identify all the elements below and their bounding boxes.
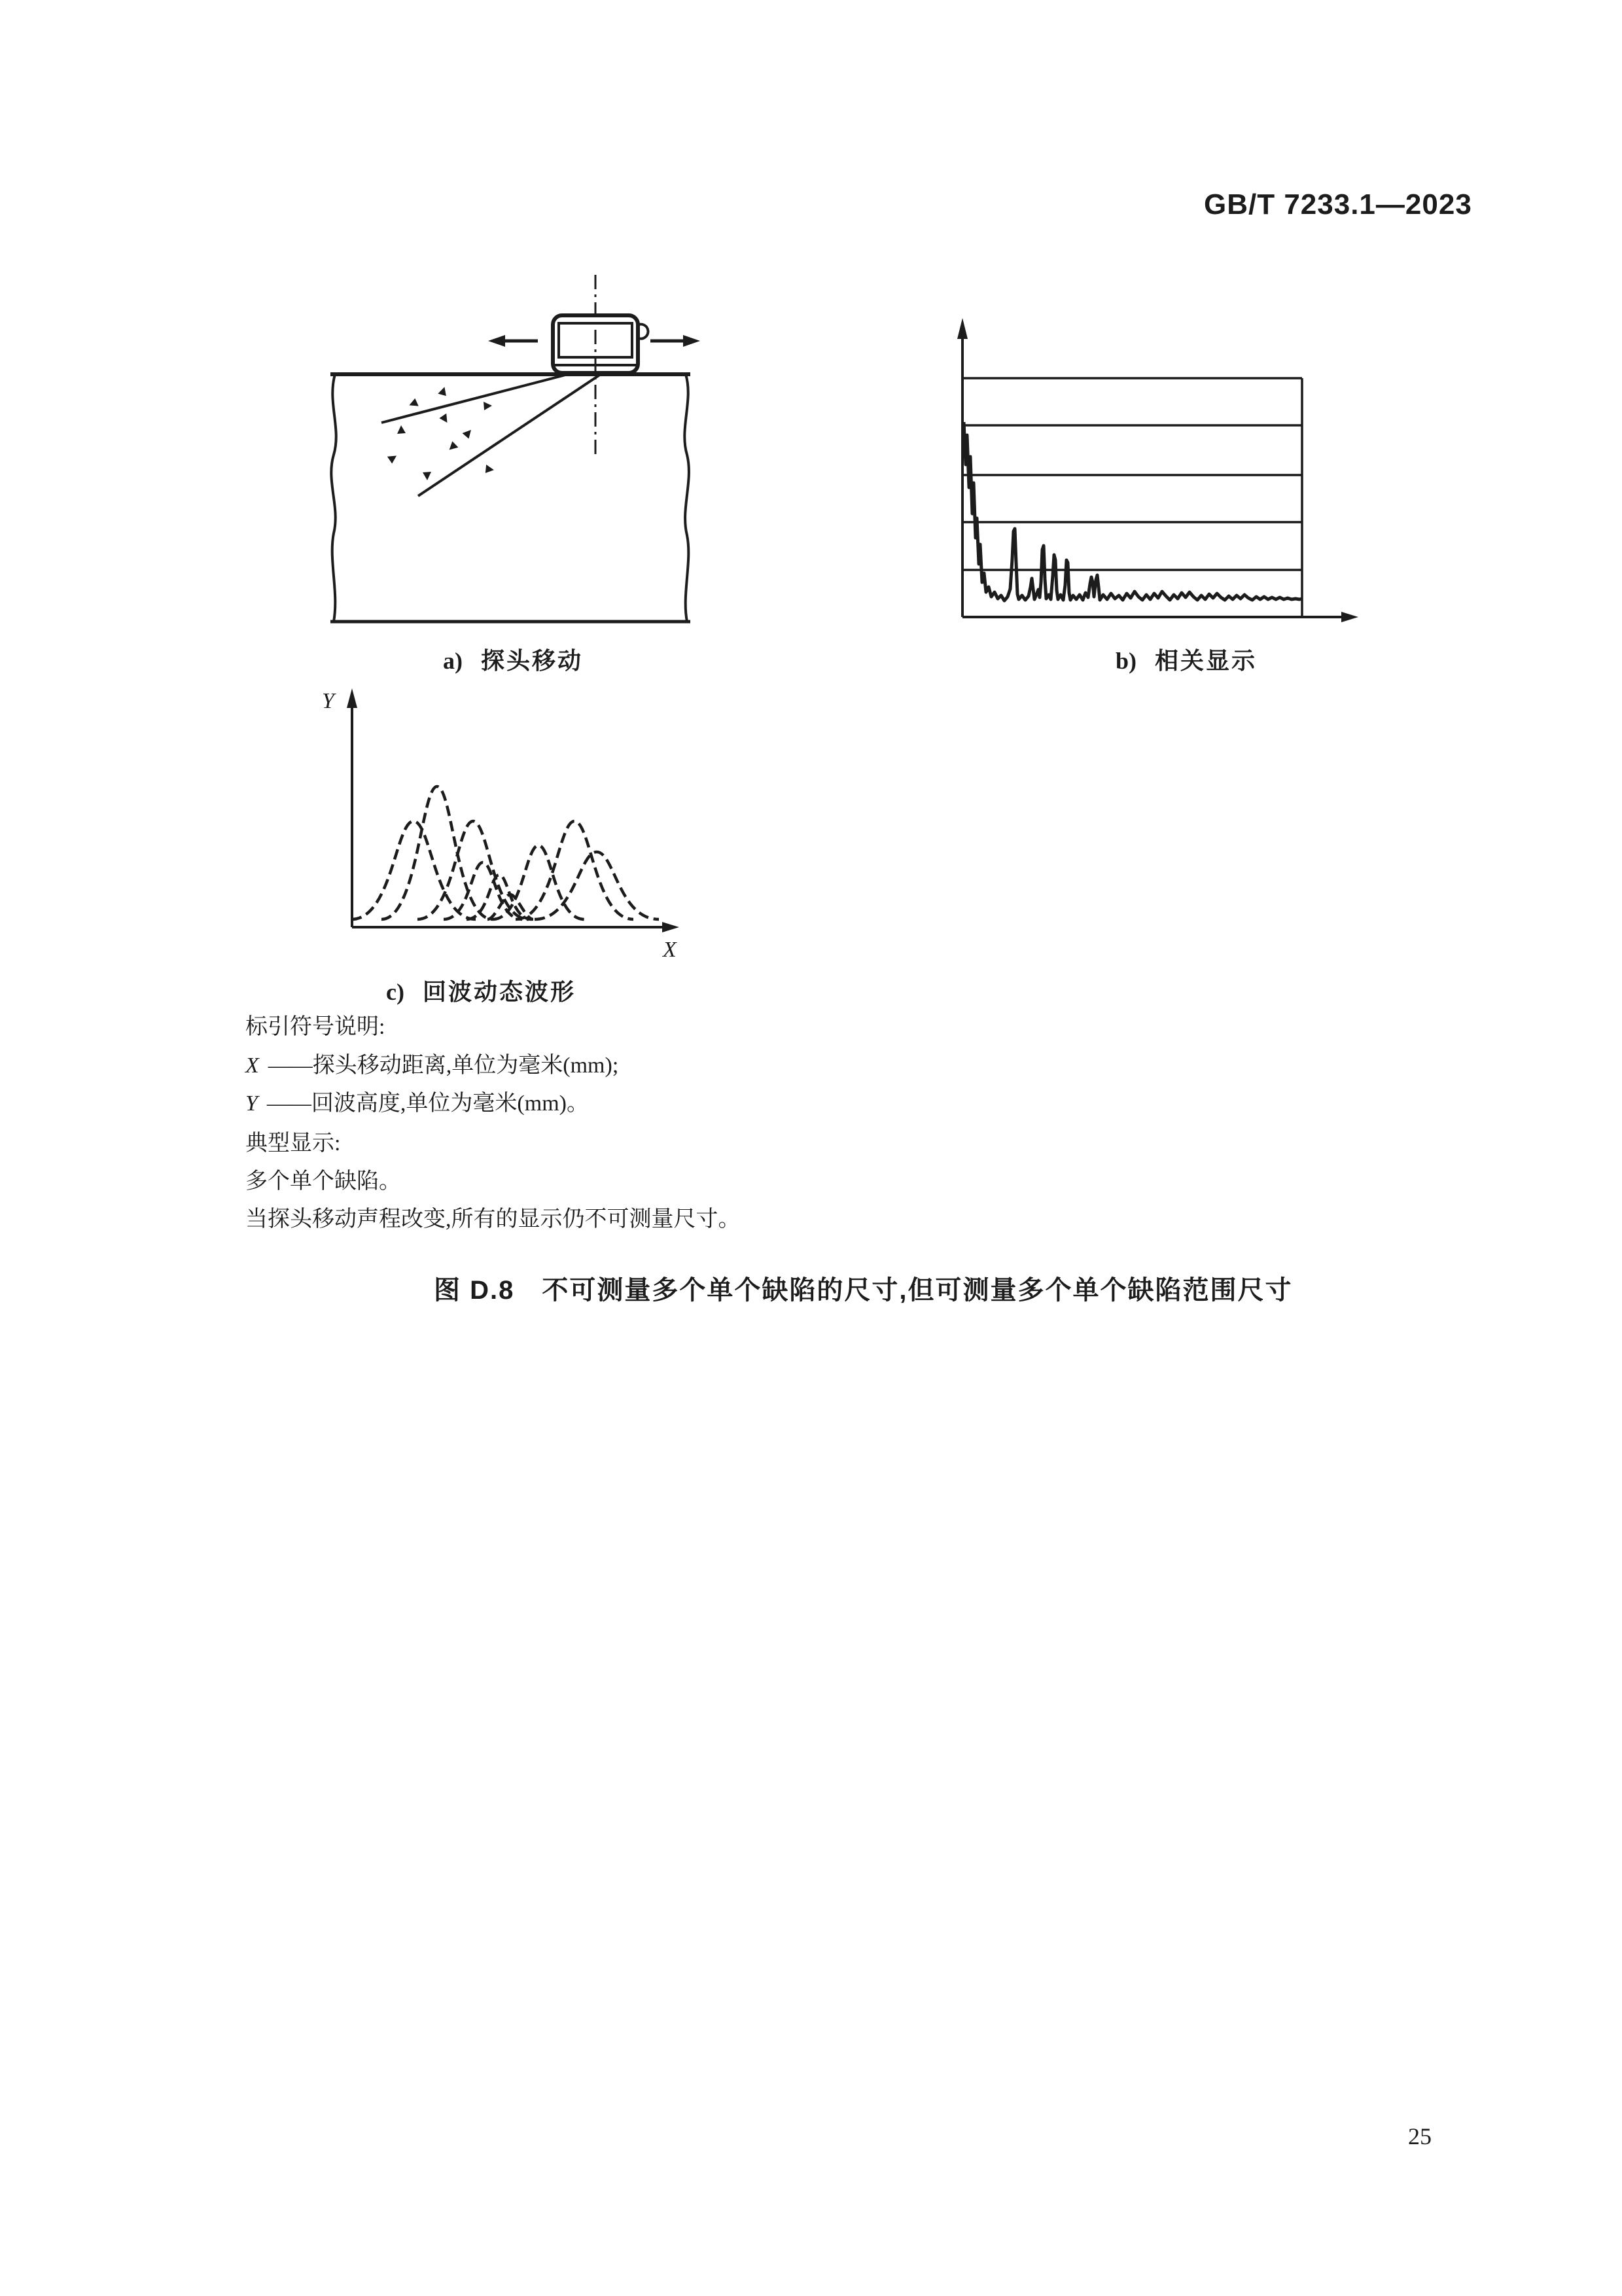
display-x-axis (962, 612, 1358, 622)
figure-a-probe-movement-diagram (294, 262, 726, 694)
typical-display-line-2: 当探头移动声程改变,所有的显示仍不可测量尺寸。 (245, 1207, 741, 1231)
caption-figure-b (1116, 643, 1257, 676)
legend-item-x-symbol: X (245, 1053, 259, 1078)
probe-move-left-arrow (488, 335, 538, 347)
display-graticule (962, 378, 1302, 617)
legend-item-y (245, 1089, 589, 1118)
probe-move-right-arrow (650, 335, 700, 347)
echo-envelope-curves (351, 786, 659, 919)
legend-title: 标引符号说明: (245, 1015, 385, 1039)
figure-d8-caption: 图 D.8 不可测量多个单个缺陷的尺寸,但可测量多个单个缺陷范围尺寸 (434, 1276, 1293, 1305)
typical-display-title: 典型显示: (245, 1131, 341, 1156)
waveform-x-axis (352, 922, 679, 932)
caption-a-prefix: a) (443, 648, 463, 674)
caption-c-prefix: c) (386, 979, 404, 1005)
block-right-wavy-edge (684, 374, 689, 622)
legend-item-y-text: ——回波高度,单位为毫米(mm)。 (266, 1091, 589, 1116)
defect-markers (387, 385, 495, 480)
caption-figure-c (386, 974, 576, 1007)
figure-c-echo-dynamic-waveform-diagram (314, 680, 720, 962)
block-left-wavy-edge (331, 374, 336, 622)
legend-item-x (245, 1051, 618, 1080)
typical-display-line-1: 多个单个缺陷。 (245, 1169, 401, 1193)
standard-number-header: GB/T 7233.1—2023 (1204, 188, 1472, 221)
caption-b-label: 相关显示 (1155, 647, 1258, 674)
figure-b-related-display-diagram (936, 301, 1381, 654)
caption-figure-a (443, 643, 583, 676)
waveform-y-axis-label: Y (322, 689, 334, 713)
waveform-y-axis (347, 688, 357, 927)
caption-a-label: 探头移动 (481, 647, 584, 674)
caption-b-prefix: b) (1116, 648, 1137, 674)
echo-signal-trace (964, 422, 1302, 601)
legend-item-y-symbol: Y (245, 1091, 258, 1116)
caption-c-label: 回波动态波形 (422, 978, 576, 1005)
display-y-axis (957, 318, 968, 617)
waveform-x-axis-label: X (663, 938, 677, 962)
legend-item-x-text: ——探头移动距离,单位为毫米(mm); (268, 1053, 619, 1078)
page-number: 25 (1408, 2123, 1432, 2149)
